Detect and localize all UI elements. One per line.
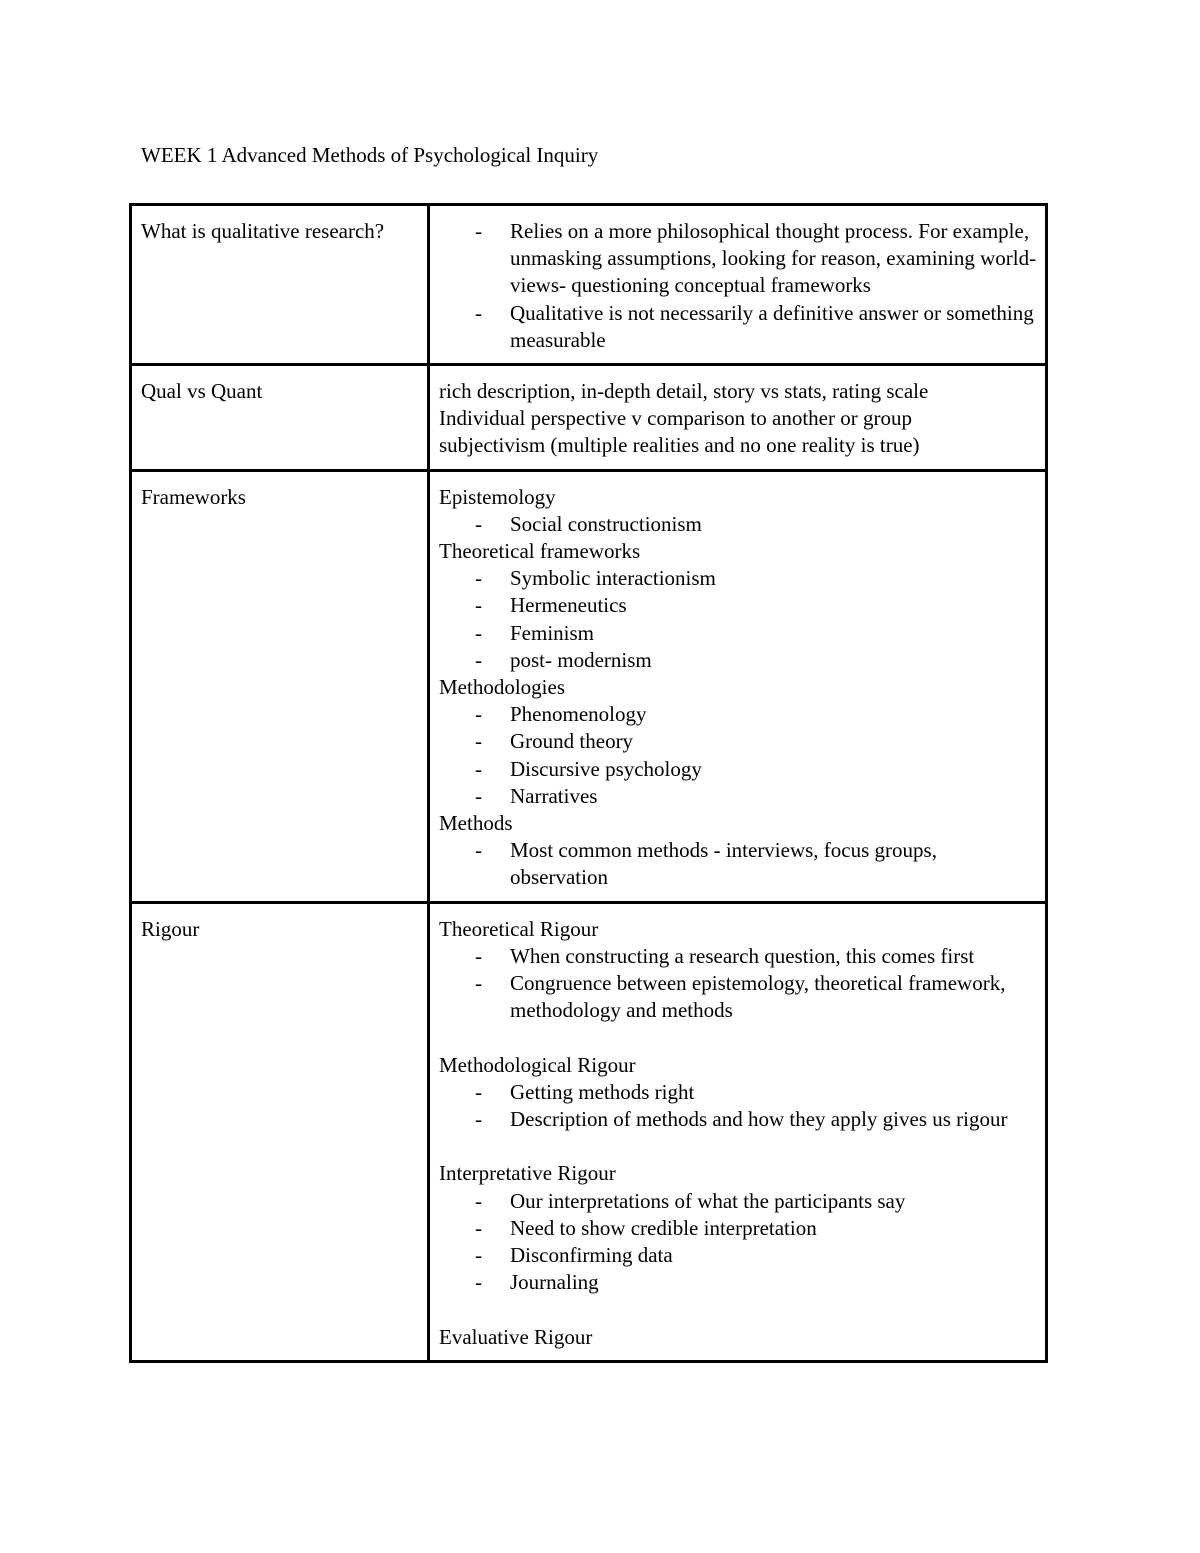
text-line: Individual perspective v comparison to another or group (439, 406, 912, 431)
list-item-text: Qualitative is not necessarily a definitive answer or something measurable (510, 300, 1034, 352)
list-item (439, 701, 1038, 728)
text-line: Methodologies (439, 675, 565, 700)
dash-bullet-marker: - (475, 838, 482, 863)
dash-bullet-marker: - (475, 300, 482, 325)
dash-bullet-marker: - (475, 1243, 482, 1268)
table-row (131, 470, 1047, 902)
row-label: Qual vs Quant (141, 379, 263, 404)
row-label: Frameworks (141, 484, 246, 509)
text-line: Interpretative Rigour (439, 1161, 616, 1186)
blank-line (439, 1133, 1038, 1160)
row-label-cell (131, 902, 429, 1361)
list-item-text: Most common methods - interviews, focus groups, observation (510, 838, 937, 890)
dash-bullet-marker: - (475, 566, 482, 591)
list-item (439, 1215, 1038, 1242)
row-label: What is qualitative research? (141, 219, 385, 243)
list-item-text: Congruence between epistemology, theoretical framework, methodology and methods (510, 971, 1006, 1023)
row-content-cell (429, 902, 1047, 1361)
row-label-cell (131, 205, 429, 365)
text-line: rich description, in-depth detail, story vs stats, rating scale (439, 379, 929, 404)
blank-line (439, 1024, 1038, 1051)
list-item (439, 565, 1038, 592)
list-item-text: Social constructionism (510, 511, 702, 536)
list-item (439, 970, 1038, 1024)
notes-table (129, 203, 1048, 1363)
text-line: Theoretical Rigour (439, 916, 599, 941)
dash-bullet-marker: - (475, 593, 482, 618)
dash-bullet-marker: - (475, 1079, 482, 1104)
list-item-text: Disconfirming data (510, 1243, 673, 1268)
dash-bullet-marker: - (475, 702, 482, 727)
list-item (439, 1079, 1038, 1106)
list-item-text: Symbolic interactionism (510, 566, 716, 591)
list-item-text: Journaling (510, 1270, 599, 1295)
list-item (439, 300, 1038, 354)
list-item (439, 783, 1038, 810)
list-item-text: Getting methods right (510, 1079, 695, 1104)
row-label-cell (131, 470, 429, 902)
list-item-text: Our interpretations of what the participants say (510, 1188, 906, 1213)
text-line: subjectivism (multiple realities and no one reality is true) (439, 433, 920, 458)
list-item-text: Discursive psychology (510, 756, 702, 781)
row-content-cell (429, 365, 1047, 471)
list-item-text: Feminism (510, 620, 595, 645)
list-item (439, 728, 1038, 755)
dash-bullet-marker: - (475, 943, 482, 968)
text-line: Methods (439, 811, 513, 836)
notes-table-body (131, 205, 1047, 1362)
text-line: Methodological Rigour (439, 1052, 636, 1077)
dash-bullet-marker: - (475, 1107, 482, 1132)
row-content-cell (429, 205, 1047, 365)
list-item-text: Need to show credible interpretation (510, 1215, 817, 1240)
list-item-text: Phenomenology (510, 702, 647, 727)
dash-bullet-marker: - (475, 219, 482, 243)
list-item (439, 1106, 1038, 1133)
list-item (439, 756, 1038, 783)
list-item (439, 620, 1038, 647)
list-item (439, 837, 1038, 891)
list-item-text: Description of methods and how they apply gives us rigour (510, 1107, 1008, 1132)
row-content-cell (429, 470, 1047, 902)
list-item (439, 511, 1038, 538)
list-item-text: Relies on a more philosophical thought process. For example, unmasking assumptions, looking for reason, examining world-views- questioning conceptual frameworks (510, 219, 1037, 298)
dash-bullet-marker: - (475, 756, 482, 781)
dash-bullet-marker: - (475, 1188, 482, 1213)
dash-bullet-marker: - (475, 729, 482, 754)
table-row (131, 902, 1047, 1361)
page-title: WEEK 1 Advanced Methods of Psychological Inquiry (141, 143, 599, 167)
table-row (131, 205, 1047, 365)
dash-bullet-marker: - (475, 1270, 482, 1295)
list-item (439, 218, 1038, 300)
list-item-text: When constructing a research question, this comes first (510, 943, 975, 968)
list-item (439, 1188, 1038, 1215)
list-item (439, 943, 1038, 970)
dash-bullet-marker: - (475, 971, 482, 996)
row-label: Rigour (141, 916, 200, 941)
list-item-text: Hermeneutics (510, 593, 627, 618)
dash-bullet-marker: - (475, 647, 482, 672)
table-row (131, 365, 1047, 471)
list-item-text: Narratives (510, 783, 598, 808)
list-item (439, 592, 1038, 619)
dash-bullet-marker: - (475, 1215, 482, 1240)
row-label-cell (131, 365, 429, 471)
list-item (439, 1242, 1038, 1269)
dash-bullet-marker: - (475, 511, 482, 536)
list-item (439, 1269, 1038, 1296)
list-item (439, 647, 1038, 674)
text-line: Evaluative Rigour (439, 1324, 593, 1349)
text-line: Epistemology (439, 484, 556, 509)
text-line: Theoretical frameworks (439, 539, 641, 564)
list-item-text: post- modernism (510, 647, 652, 672)
list-item-text: Ground theory (510, 729, 634, 754)
dash-bullet-marker: - (475, 783, 482, 808)
dash-bullet-marker: - (475, 620, 482, 645)
blank-line (439, 1296, 1038, 1323)
